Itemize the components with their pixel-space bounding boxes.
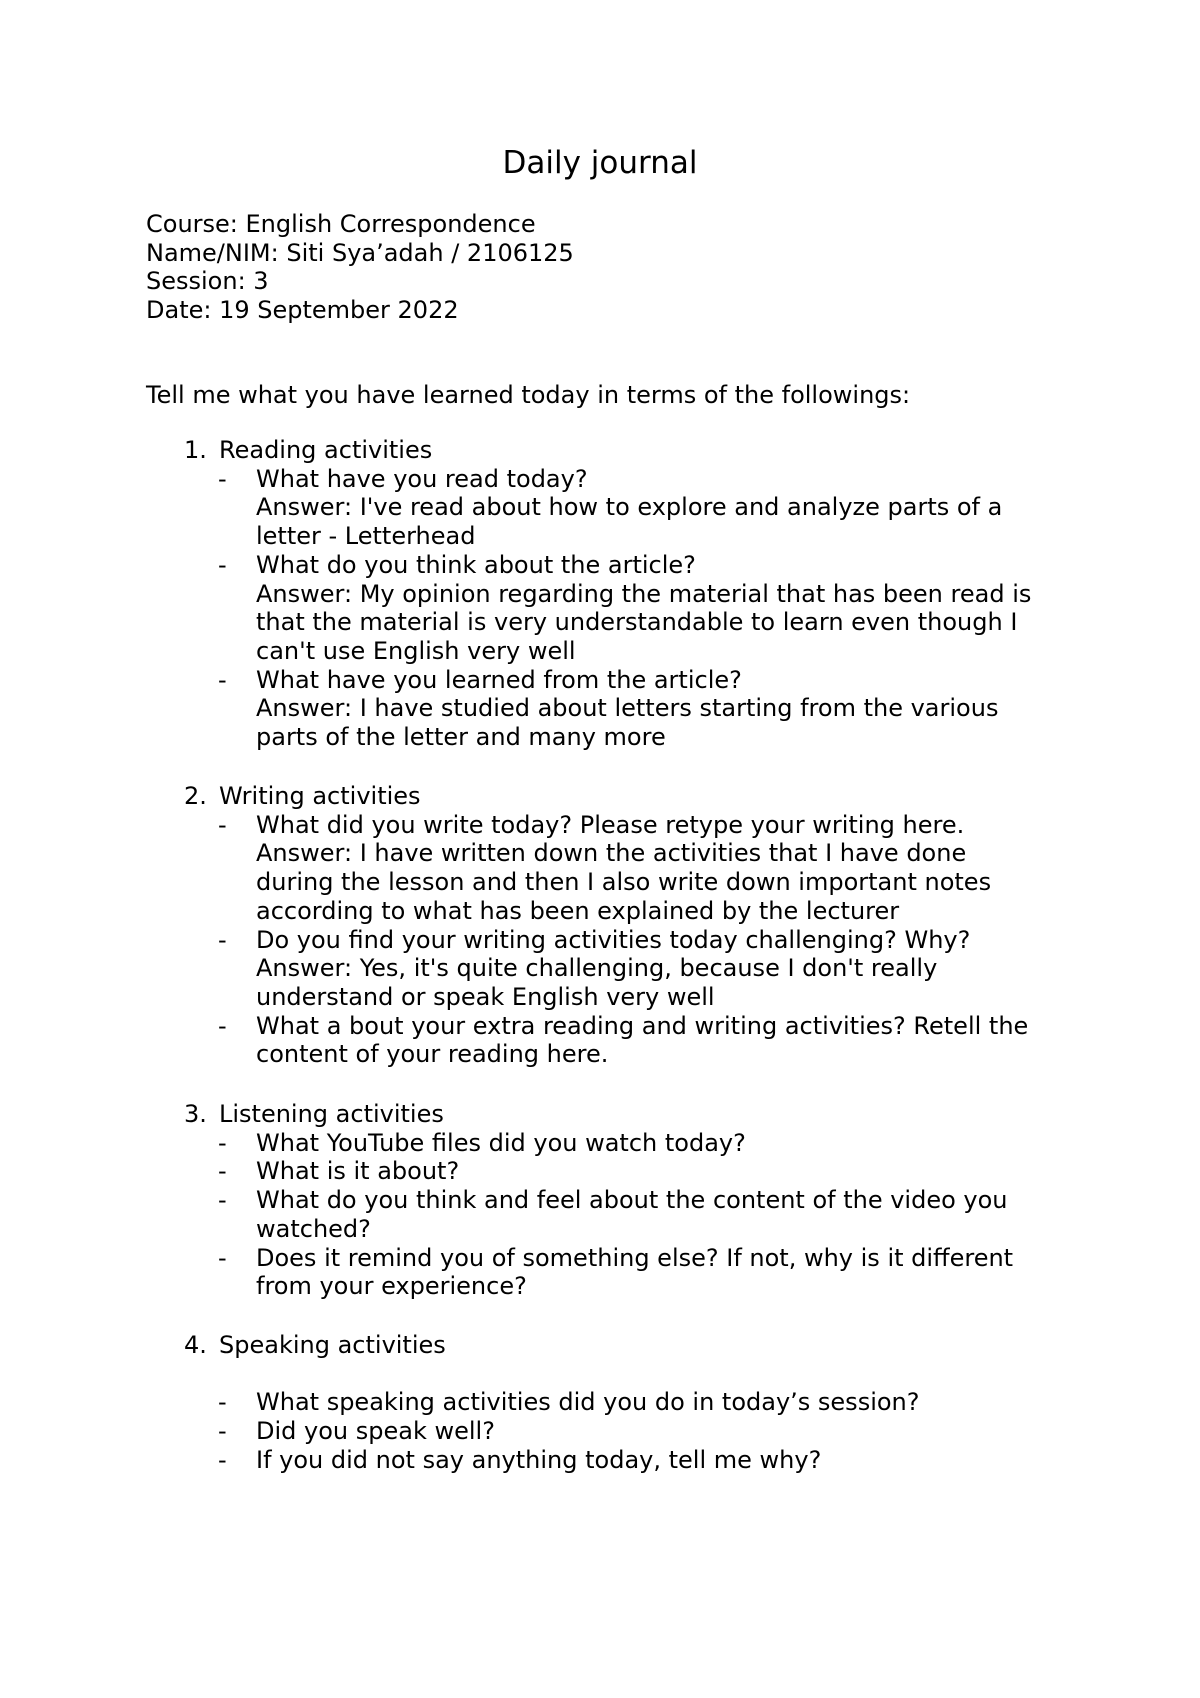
- question-text: What a bout your extra reading and writing activities? Retell the: [256, 1011, 1029, 1040]
- section-heading: [146, 1331, 1066, 1360]
- section-title: Listening activities: [219, 1100, 444, 1128]
- section-number: 1.: [184, 436, 207, 464]
- section-number: 2.: [184, 782, 207, 810]
- answer-line: letter - Letterhead: [256, 522, 476, 551]
- date-line: Date: 19 September 2022: [146, 295, 459, 324]
- section-title: Speaking activities: [219, 1331, 446, 1359]
- answer-line: Answer: Yes, it's quite challenging, because I don't really: [256, 954, 938, 983]
- dash-bullet: -: [218, 550, 227, 579]
- question-text: What have you read today?: [256, 464, 588, 493]
- dash-bullet: -: [218, 1243, 227, 1272]
- list-item: [146, 1417, 1066, 1446]
- intro-text: Tell me what you have learned today in terms of the followings:: [146, 381, 911, 409]
- answer-line: can't use English very well: [256, 636, 576, 665]
- dash-bullet: -: [218, 1011, 227, 1040]
- journal-meta: [146, 210, 574, 324]
- question-text: What have you learned from the article?: [256, 665, 742, 694]
- dash-bullet: -: [218, 464, 227, 493]
- section-listening: [146, 1100, 1066, 1301]
- question-text: What do you think about the article?: [256, 550, 696, 579]
- question-text: What is it about?: [256, 1157, 460, 1186]
- question-continuation: watched?: [256, 1214, 371, 1243]
- list-item: [146, 1129, 1066, 1158]
- question-text: What speaking activities did you do in today’s session?: [256, 1388, 920, 1417]
- question-text: If you did not say anything today, tell me why?: [256, 1445, 822, 1474]
- question-text: What YouTube files did you watch today?: [256, 1128, 746, 1157]
- question-text: Did you speak well?: [256, 1417, 495, 1446]
- list-item: [146, 1012, 1066, 1069]
- section-number: 4.: [184, 1331, 207, 1359]
- section-speaking: [146, 1331, 1066, 1475]
- list-item: [146, 465, 1066, 551]
- section-heading: [146, 436, 1066, 465]
- list-item: [146, 1157, 1066, 1186]
- blank-line: [146, 1360, 1066, 1389]
- dash-bullet: -: [218, 1445, 227, 1474]
- question-continuation: from your experience?: [256, 1272, 527, 1301]
- answer-line: Answer: My opinion regarding the material that has been read is: [256, 579, 1032, 608]
- list-item: [146, 1388, 1066, 1417]
- answer-line: parts of the letter and many more: [256, 723, 666, 752]
- dash-bullet: -: [218, 665, 227, 694]
- question-text: What do you think and feel about the content of the video you: [256, 1186, 1008, 1215]
- page-title: Daily journal: [502, 145, 698, 181]
- dash-bullet: -: [218, 1128, 227, 1157]
- dash-bullet: -: [218, 1388, 227, 1417]
- question-text: What did you write today? Please retype your writing here.: [256, 810, 965, 839]
- answer-line: understand or speak English very well: [256, 982, 715, 1011]
- answer-line: Answer: I have written down the activities that I have done: [256, 839, 967, 868]
- dash-bullet: -: [218, 925, 227, 954]
- list-item: [146, 1186, 1066, 1243]
- answer-line: according to what has been explained by the lecturer: [256, 896, 900, 925]
- section-writing: [146, 782, 1066, 1069]
- list-item: [146, 1446, 1066, 1475]
- answer-line: that the material is very understandable to learn even though I: [256, 608, 1018, 637]
- section-number: 3.: [184, 1100, 207, 1128]
- section-reading: [146, 436, 1066, 752]
- list-item: [146, 1244, 1066, 1301]
- section-heading: [146, 782, 1066, 811]
- section-title: Writing activities: [219, 782, 421, 810]
- section-heading: [146, 1100, 1066, 1129]
- session-line: Session: 3: [146, 267, 269, 295]
- dash-bullet: -: [218, 810, 227, 839]
- list-item: [146, 551, 1066, 666]
- section-title: Reading activities: [219, 436, 433, 464]
- answer-line: Answer: I have studied about letters starting from the various: [256, 694, 999, 723]
- list-item: [146, 666, 1066, 752]
- name-line: Name/NIM: Siti Sya’adah / 2106125: [146, 238, 574, 267]
- question-text: Do you find your writing activities today challenging? Why?: [256, 925, 971, 954]
- answer-line: during the lesson and then I also write down important notes: [256, 868, 992, 897]
- dash-bullet: -: [218, 1417, 227, 1446]
- list-item: [146, 811, 1066, 926]
- answer-line: Answer: I've read about how to explore and analyze parts of a: [256, 493, 1003, 522]
- course-line: Course: English Correspondence: [146, 210, 536, 238]
- question-text: Does it remind you of something else? If not, why is it different: [256, 1243, 1014, 1272]
- list-item: [146, 926, 1066, 1012]
- dash-bullet: -: [218, 1157, 227, 1186]
- dash-bullet: -: [218, 1186, 227, 1215]
- question-continuation: content of your reading here.: [256, 1040, 609, 1069]
